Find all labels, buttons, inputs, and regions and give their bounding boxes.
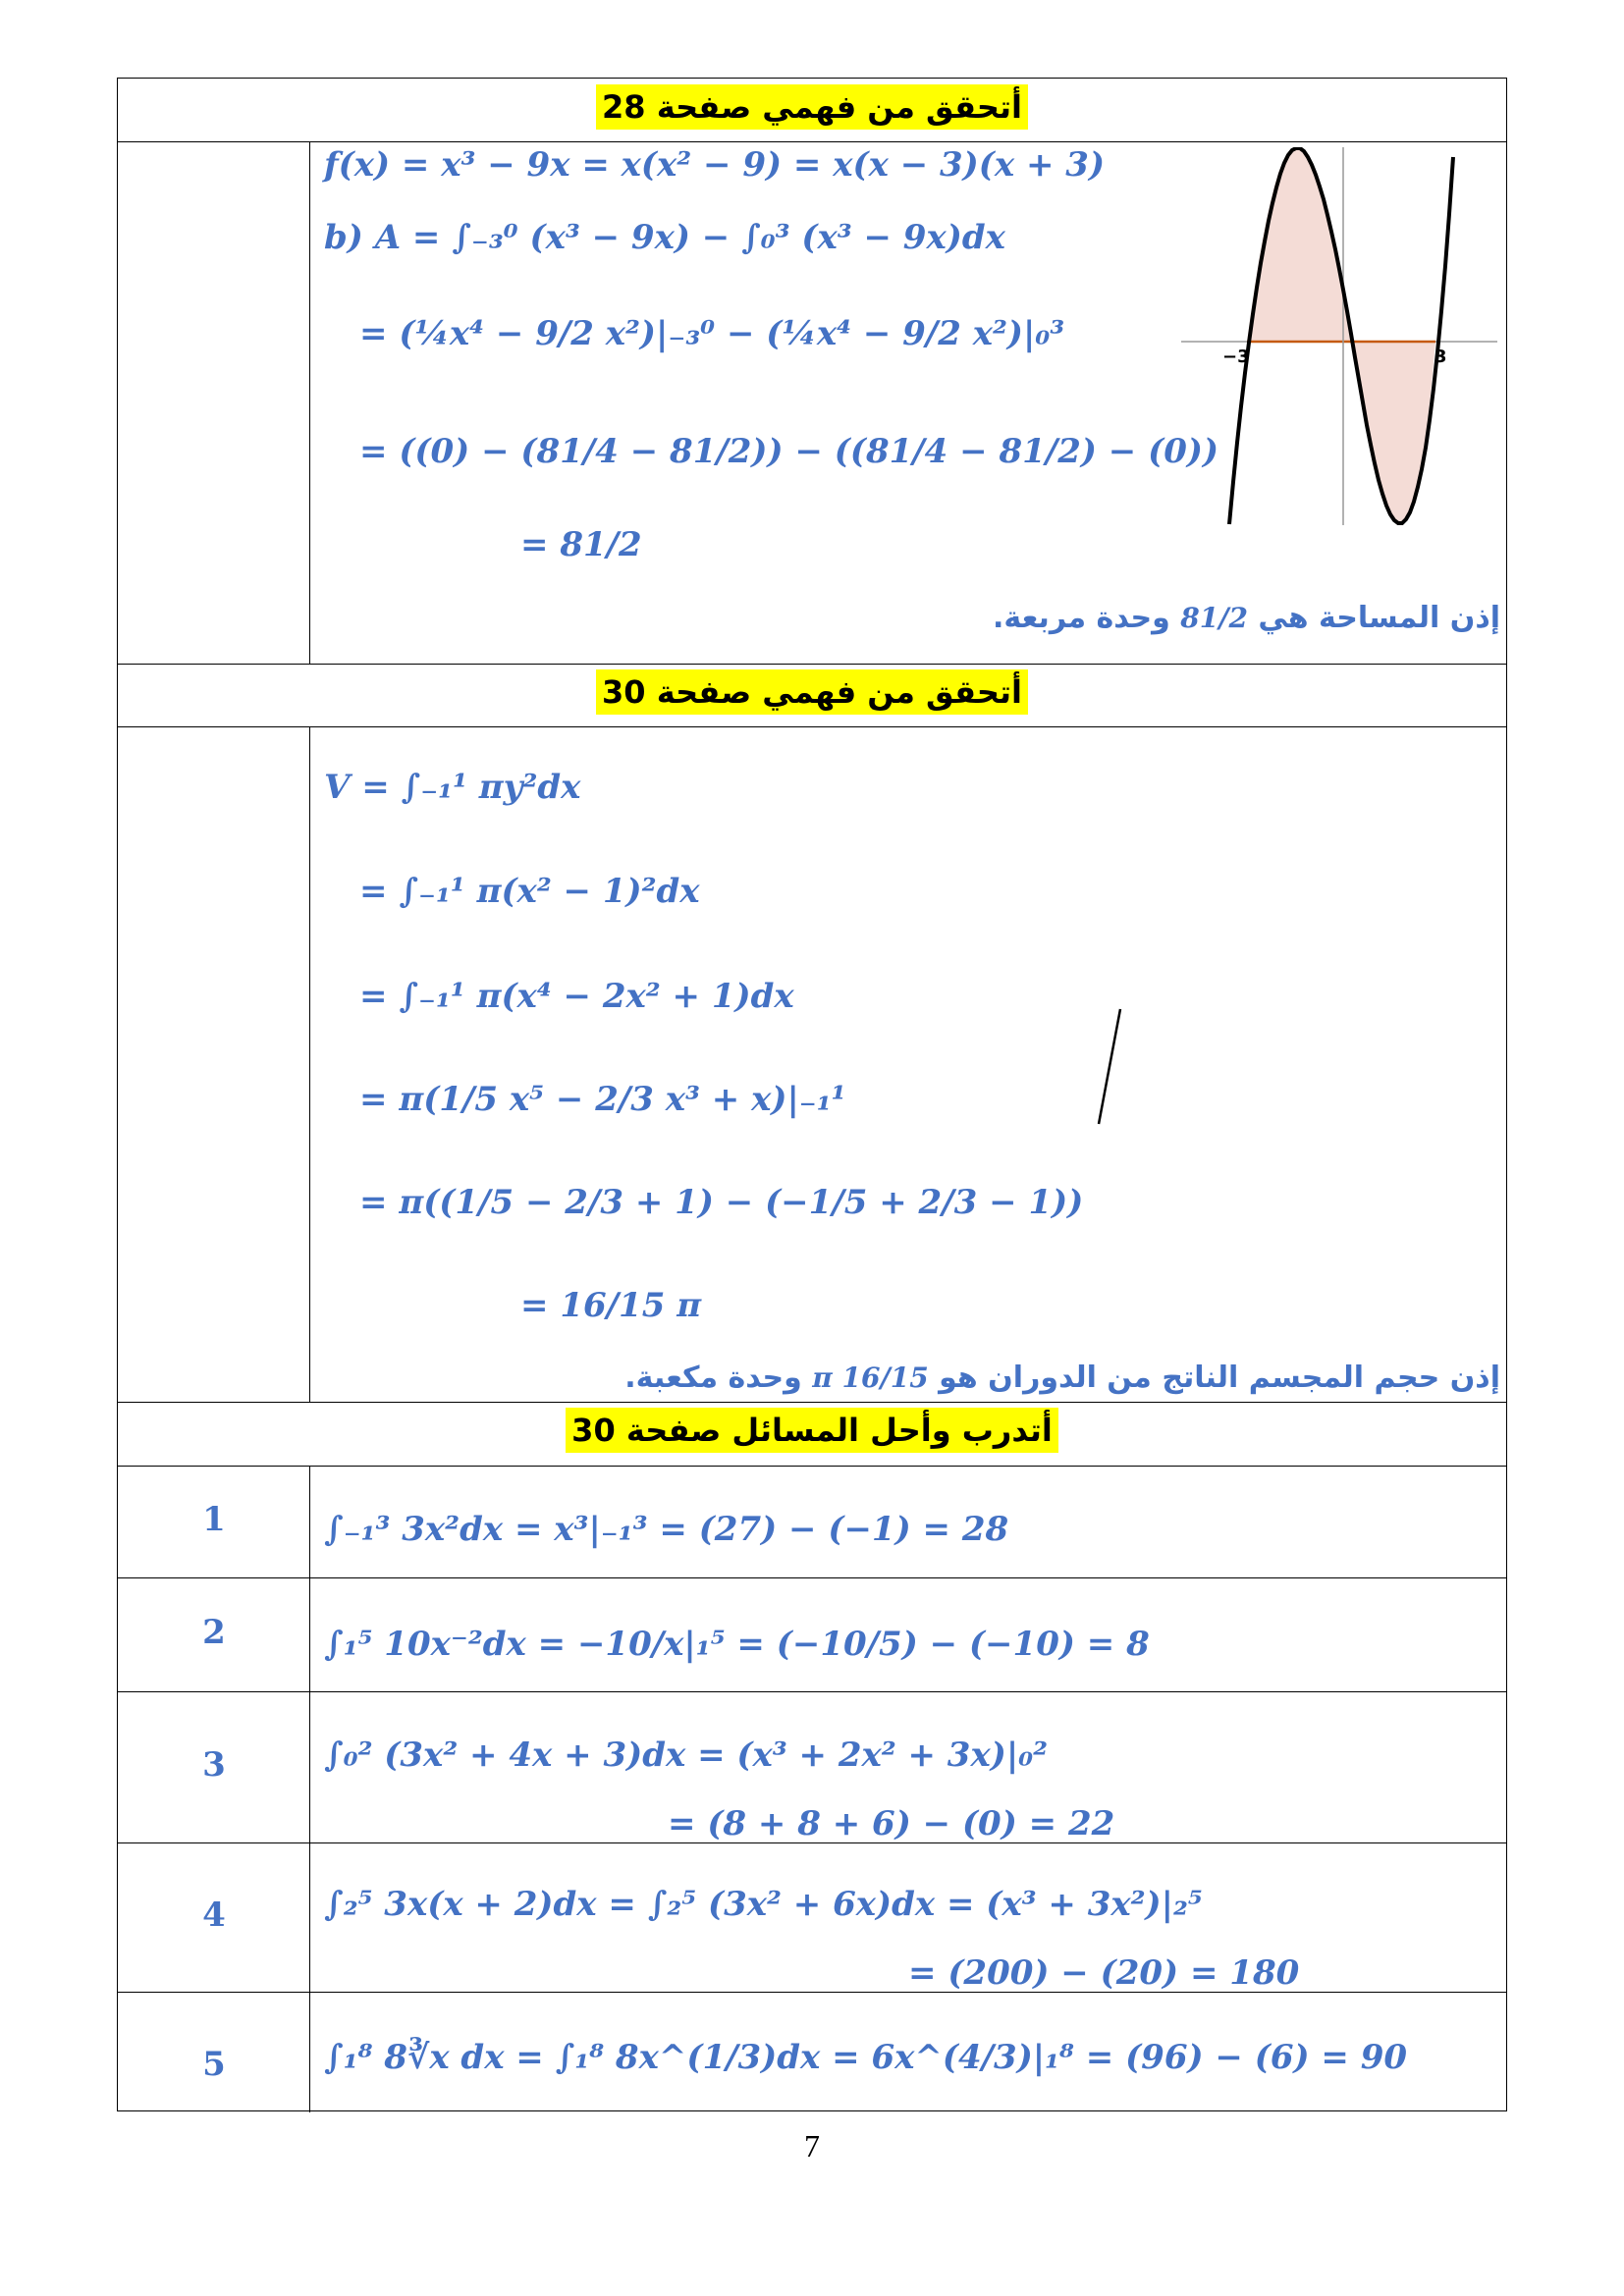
math-line: = ∫₋₁¹ π(x⁴ − 2x² + 1)dx bbox=[359, 977, 794, 1016]
section-2-header: أتحقق من فهمي صفحة 30 bbox=[118, 673, 1506, 711]
row-divider bbox=[118, 141, 1506, 142]
conclusion-value: 81/2 bbox=[1180, 602, 1248, 634]
tick-label-right: 3 bbox=[1435, 347, 1447, 367]
problem-3-result: = (8 + 8 + 6) − (0) = 22 bbox=[668, 1804, 1115, 1843]
math-line: = (¼x⁴ − 9/2 x²)|₋₃⁰ − (¼x⁴ − 9/2 x²)|₀³ bbox=[359, 314, 1065, 353]
conclusion-text: إذن حجم المجسم الناتج من الدوران هو bbox=[939, 1361, 1500, 1395]
page-number: 7 bbox=[804, 2128, 820, 2163]
problem-number: 5 bbox=[202, 2045, 226, 2084]
problem-number: 2 bbox=[202, 1613, 226, 1652]
conclusion-area bbox=[993, 601, 1500, 635]
conclusion-value: 16/15 π bbox=[812, 1362, 929, 1394]
math-line: f(x) = x³ − 9x = x(x² − 9) = x(x − 3)(x + 3) bbox=[324, 145, 1106, 185]
column-divider bbox=[309, 1466, 310, 2112]
math-line: b) A = ∫₋₃⁰ (x³ − 9x) − ∫₀³ (x³ − 9x)dx bbox=[324, 218, 1005, 257]
row-divider bbox=[118, 1402, 1506, 1403]
conclusion-unit: وحدة مكعبة. bbox=[624, 1361, 802, 1395]
math-line: = ∫₋₁¹ π(x² − 1)²dx bbox=[359, 872, 700, 911]
problem-4-solution: ∫₂⁵ 3x(x + 2)dx = ∫₂⁵ (3x² + 6x)dx = (x³ + 3x²)|₂⁵ bbox=[324, 1885, 1203, 1924]
row-divider bbox=[118, 726, 1506, 727]
math-line: = 81/2 bbox=[520, 525, 642, 564]
cubic-graph bbox=[1173, 147, 1507, 530]
problem-1-solution: ∫₋₁³ 3x²dx = x³|₋₁³ = (27) − (−1) = 28 bbox=[324, 1510, 1009, 1549]
row-divider bbox=[118, 1466, 1506, 1467]
section-1-header: أتحقق من فهمي صفحة 28 bbox=[118, 88, 1506, 126]
math-line: = π((1/5 − 2/3 + 1) − (−1/5 + 2/3 − 1)) bbox=[359, 1183, 1084, 1222]
column-divider bbox=[309, 726, 310, 1402]
row-divider bbox=[118, 1691, 1506, 1692]
section-3-header: أتدرب وأحل المسائل صفحة 30 bbox=[118, 1412, 1506, 1449]
tick-label-left: −3 bbox=[1222, 347, 1250, 367]
problem-5-solution: ∫₁⁸ 8∛x dx = ∫₁⁸ 8x^(1/3)dx = 6x^(4/3)|₁⁸ = (96) − (6) = 90 bbox=[324, 2038, 1408, 2077]
pen-stroke-mark bbox=[1095, 1006, 1124, 1129]
row-divider bbox=[118, 664, 1506, 665]
area-shading-right bbox=[1353, 342, 1435, 523]
math-line: = π(1/5 x⁵ − 2/3 x³ + x)|₋₁¹ bbox=[359, 1080, 846, 1119]
conclusion-unit: وحدة مربعة. bbox=[993, 601, 1170, 635]
conclusion-volume bbox=[624, 1361, 1500, 1395]
conclusion-text: إذن المساحة هي bbox=[1258, 601, 1500, 635]
math-line: V = ∫₋₁¹ πy²dx bbox=[324, 768, 581, 807]
problem-2-solution: ∫₁⁵ 10x⁻²dx = −10/x|₁⁵ = (−10/5) − (−10) = 8 bbox=[324, 1625, 1150, 1664]
math-line: = ((0) − (81/4 − 81/2)) − ((81/4 − 81/2) − (0)) bbox=[359, 432, 1219, 471]
problem-number: 3 bbox=[202, 1745, 226, 1785]
row-divider bbox=[118, 1577, 1506, 1578]
problem-4-result: = (200) − (20) = 180 bbox=[908, 1953, 1300, 1993]
problem-number: 4 bbox=[202, 1896, 226, 1935]
problem-3-solution: ∫₀² (3x² + 4x + 3)dx = (x³ + 2x² + 3x)|₀² bbox=[324, 1735, 1048, 1775]
problem-number: 1 bbox=[202, 1500, 226, 1539]
column-divider bbox=[309, 141, 310, 664]
math-line: = 16/15 π bbox=[520, 1286, 702, 1325]
